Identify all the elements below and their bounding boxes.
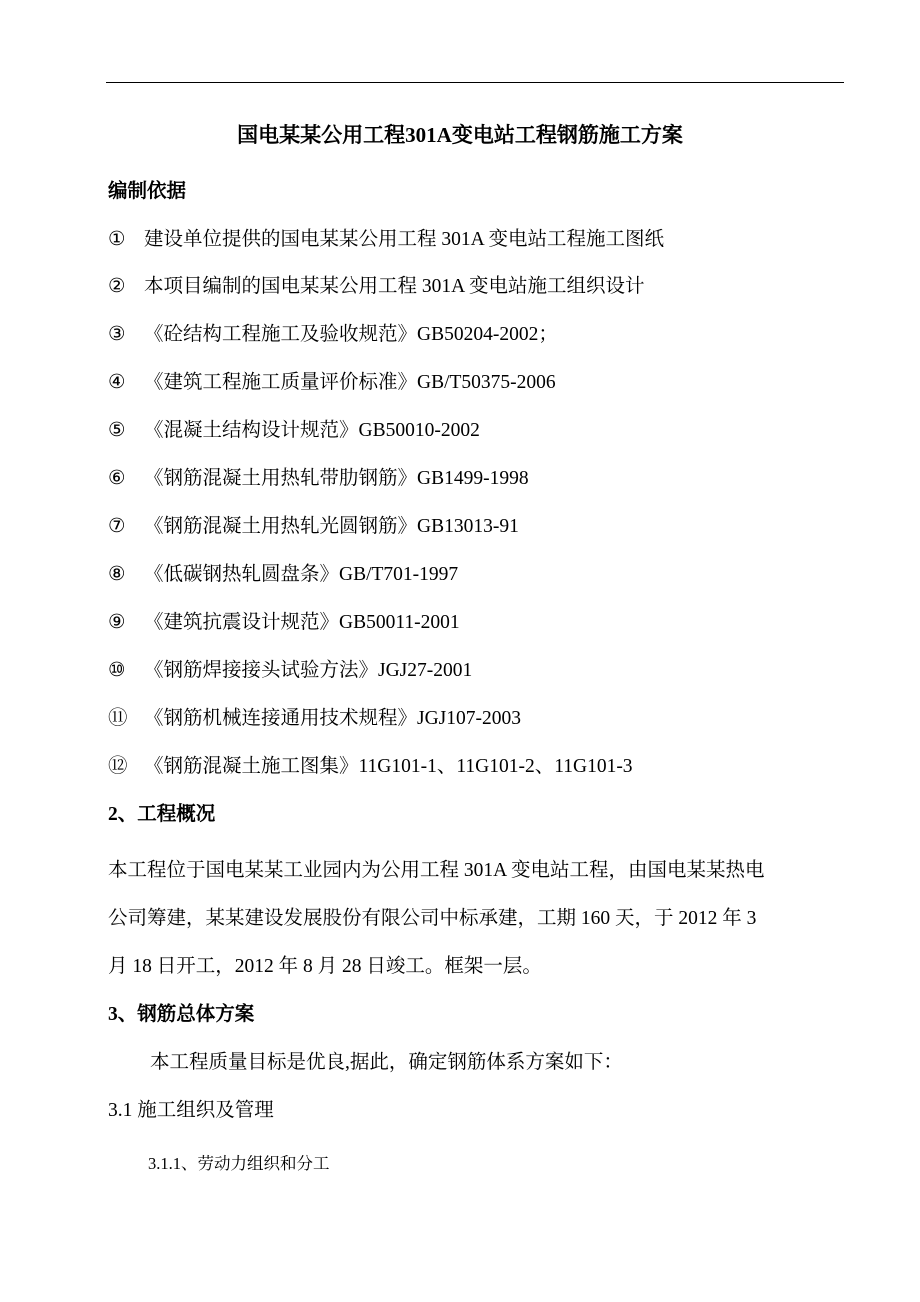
list-item (108, 515, 519, 539)
paragraph-line: 公司筹建，某某建设发展股份有限公司中标承建，工期 160 天，于 2012 年 3 (108, 908, 757, 929)
list-item-number: ② (108, 276, 126, 297)
list-item-text: 《钢筋机械连接通用技术规程》JGJ107-2003 (144, 708, 522, 729)
list-item-number: ⑫ (108, 756, 128, 777)
list-item-number: ③ (108, 324, 126, 345)
list-item-number: ① (108, 229, 126, 250)
list-item-text: 建设单位提供的国电某某公用工程 301A 变电站工程施工图纸 (144, 229, 665, 250)
list-item-text: 《钢筋混凝土用热轧带肋钢筋》GB1499-1998 (144, 468, 529, 489)
list-item (108, 563, 458, 587)
list-item (108, 611, 460, 635)
list-item-number: ⑪ (108, 708, 128, 729)
list-item (108, 755, 633, 779)
section-heading-overview: 2、工程概况 (108, 804, 216, 825)
list-item (108, 323, 558, 347)
list-item (108, 419, 480, 443)
list-item-number: ④ (108, 372, 126, 393)
section-heading-rebar-plan: 3、钢筋总体方案 (108, 1004, 255, 1025)
list-item-text: 《砼结构工程施工及验收规范》GB50204-2002； (144, 324, 558, 345)
list-item (108, 467, 529, 491)
list-item-text: 《钢筋混凝土施工图集》11G101-1、11G101-2、11G101-3 (144, 756, 633, 777)
list-item-text: 《低碳钢热轧圆盘条》GB/T701-1997 (144, 564, 459, 585)
subsubsection-heading: 3.1.1、劳动力组织和分工 (148, 1154, 330, 1173)
list-item (108, 228, 664, 252)
list-item (108, 371, 556, 395)
paragraph-line: 本工程位于国电某某工业园内为公用工程 301A 变电站工程，由国电某某热电 (108, 860, 765, 881)
header-rule (106, 82, 844, 83)
list-item-text: 《建筑抗震设计规范》GB50011-2001 (144, 612, 460, 633)
paragraph-line: 月 18 日开工，2012 年 8 月 28 日竣工。框架一层。 (108, 956, 542, 977)
list-item-number: ⑨ (108, 612, 126, 633)
list-item-number: ⑦ (108, 516, 126, 537)
list-item-number: ⑤ (108, 420, 126, 441)
list-item (108, 275, 645, 299)
list-item-text: 本项目编制的国电某某公用工程 301A 变电站施工组织设计 (144, 276, 645, 297)
section-heading-basis: 编制依据 (108, 181, 187, 202)
list-item-text: 《建筑工程施工质量评价标准》GB/T50375-2006 (144, 372, 556, 393)
document-title: 国电某某公用工程301A变电站工程钢筋施工方案 (237, 123, 683, 147)
list-item-text: 《钢筋焊接接头试验方法》JGJ27-2001 (144, 660, 473, 681)
list-item (108, 707, 521, 731)
list-item-number: ⑧ (108, 564, 126, 585)
intro-paragraph: 本工程质量目标是优良,据此，确定钢筋体系方案如下： (150, 1052, 623, 1073)
list-item-text: 《混凝土结构设计规范》GB50010-2002 (144, 420, 480, 441)
list-item (108, 659, 472, 683)
list-item-number: ⑩ (108, 660, 126, 681)
subsection-heading: 3.1 施工组织及管理 (108, 1100, 274, 1121)
list-item-number: ⑥ (108, 468, 126, 489)
list-item-text: 《钢筋混凝土用热轧光圆钢筋》GB13013-91 (144, 516, 519, 537)
